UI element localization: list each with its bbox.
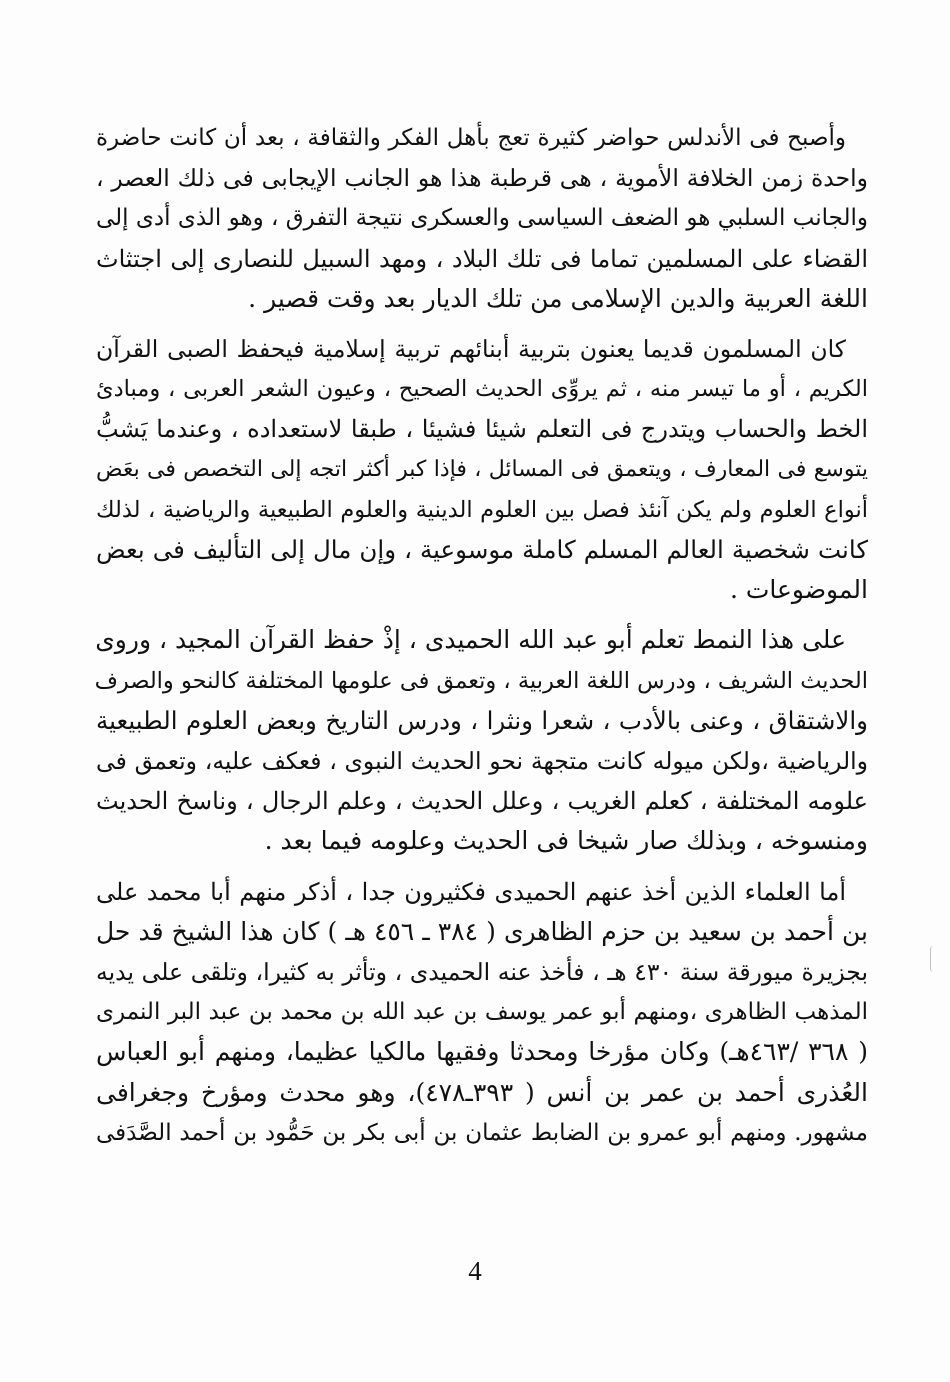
text-line: أما العلماء الذين أخذ عنهم الحميدى فكثيرون جدا ، أذكر منهم أبا محمد على <box>96 877 847 906</box>
text-line: ( ٣٦٨ /٤٦٣هـ) وكان مؤرخا ومحدثا وفقيها مالكيا عظيما، ومنهم أبو العباس <box>96 1037 868 1067</box>
text-line: الحديث الشريف ، ودرس اللغة العربية ، وتعمق فى علومها المختلفة كالنحو والصرف <box>94 667 868 694</box>
paragraph-andalus-cities <box>96 118 868 319</box>
paragraph-humaydi-learning <box>96 620 868 861</box>
text-line: اللغة العربية والدين الإسلامى من تلك الديار بعد وقت قصير . <box>248 283 868 313</box>
text-line: علومه المختلفة ، كعلم الغريب ، وعلل الحديث ، وعلم الرجال ، وناسخ الحديث <box>96 787 868 816</box>
text-line: أنواع العلوم ولم يكن آنئذ فصل بين العلوم الدينية والعلوم الطبيعية والرياضية ، لذلك <box>96 496 868 523</box>
text-line: كان المسلمون قديما يعنون بتربية أبنائهم تربية إسلامية فيحفظ الصبى القرآن <box>96 335 846 364</box>
margin-pencil-mark <box>930 946 937 972</box>
text-line: والجانب السلبي هو الضعف السياسى والعسكرى نتيجة التفرق ، وهو الذى أدى إلى <box>96 205 868 232</box>
paragraph-humaydi-teachers <box>96 872 868 1153</box>
paragraph-muslim-education <box>96 329 868 610</box>
text-line: مشهور. ومنهم أبو عمرو بن الضابط عثمان بن أبى بكر بن حَمُّود بن أحمد الصَّدَفى <box>96 1119 868 1146</box>
text-line: كانت شخصية العالم المسلم كاملة موسوعية ، وإن مال إلى التأليف فى بعض <box>96 535 868 565</box>
text-line: وأصبح فى الأندلس حواضر كثيرة تعج بأهل الفكر والثقافة ، بعد أن كانت حاضرة <box>96 125 846 151</box>
text-line: واحدة زمن الخلافة الأموية ، هى قرطبة هذا هو الجانب الإيجابى فى ذلك العصر ، <box>96 164 868 193</box>
text-line: الخط والحساب ويتدرج فى التعلم شيئا فشيئا ، طبقا لاستعداده ، وعندما يَشبُّ <box>96 415 868 444</box>
text-line: الموضوعات . <box>729 575 868 605</box>
page-number: 4 <box>468 1256 482 1286</box>
text-line: بن أحمد بن سعيد بن حزم الظاهرى ( ٣٨٤ ـ ٤٥٦ هـ ) كان هذا الشيخ قد حل <box>96 916 868 946</box>
body-text <box>96 118 868 1153</box>
text-line: الكريم ، أو ما تيسر منه ، ثم يروِّى الحديث الصحيح ، وعيون الشعر العربى ، ومبادئ <box>96 376 868 403</box>
text-line: العُذرى أحمد بن عمر بن أنس ( ٣٩٣ـ٤٧٨)، وهو محدث ومؤرخ وجغرافى <box>96 1077 868 1107</box>
text-line: القضاء على المسلمين تماما فى تلك البلاد ، ومهد السبيل للنصارى إلى اجتثاث <box>96 244 868 273</box>
text-line: يتوسع فى المعارف ، ويتعمق فى المسائل ، فإذا كبر أكثر اتجه إلى التخصص فى بعَض <box>96 456 868 482</box>
text-line: على هذا النمط تعلم أبو عبد الله الحميدى ، إذْ حفظ القرآن المجيد ، وروى <box>95 625 846 655</box>
text-line: ومنسوخه ، وبذلك صار شيخا فى الحديث وعلومه فيما بعد . <box>264 826 868 856</box>
text-line: بجزيرة ميورقة سنة ٤٣٠ هـ ، فأخذ عنه الحميدى ، وتأثر به كثيرا، وتلقى على يديه <box>96 958 868 987</box>
text-line: المذهب الظاهرى ،ومنهم أبو عمر يوسف بن عبد الله بن محمد بن عبد البر النمرى <box>96 999 868 1026</box>
text-line: والاشتقاق ، وعنى بالأدب ، شعرا ونثرا ، ودرس التاريخ وبعض العلوم الطبيعية <box>96 705 868 735</box>
text-line: والرياضية ،ولكن ميوله كانت متجهة نحو الحديث النبوى ، فعكف عليه، وتعمق فى <box>96 747 868 776</box>
